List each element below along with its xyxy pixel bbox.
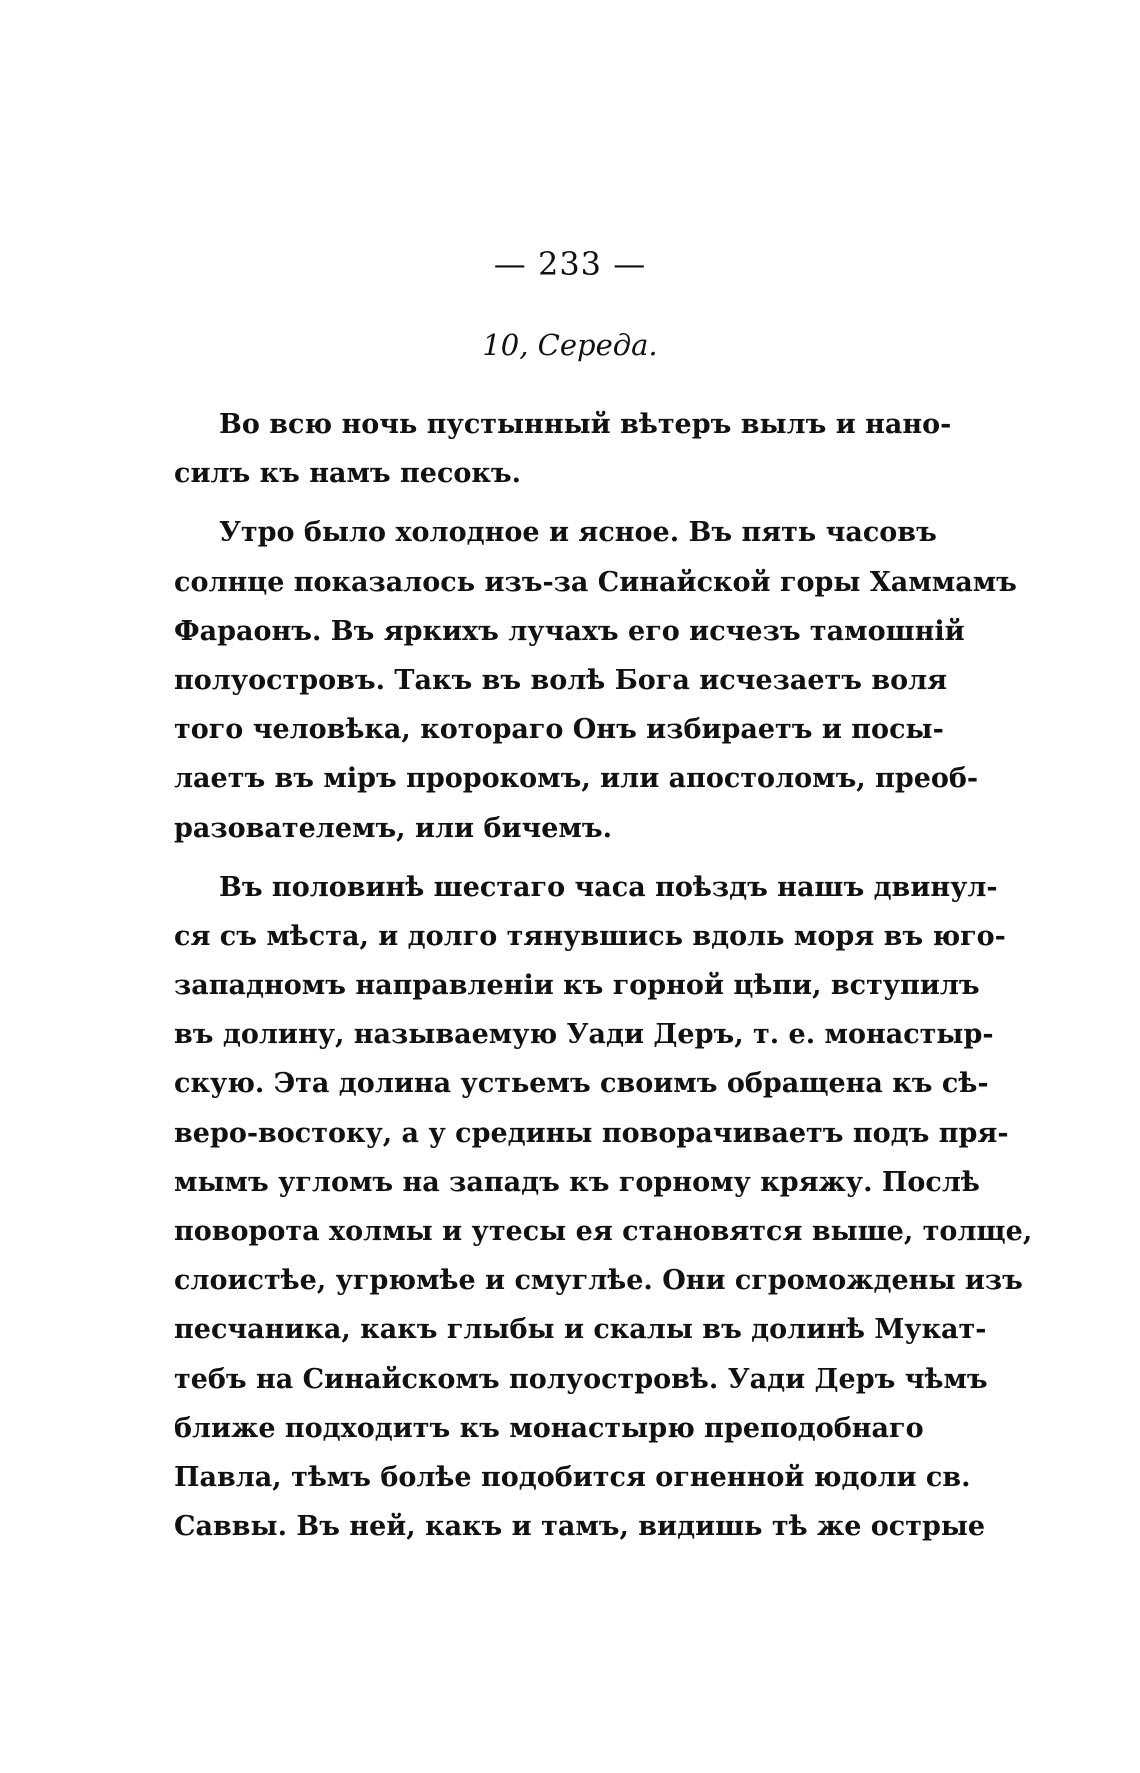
text-line: Фараонъ. Въ яркихъ лучахъ его исчезъ тамошній (174, 615, 965, 647)
text-line: веро-востоку, а у средины поворачиваетъ подъ пря- (174, 1117, 1009, 1149)
text-line: песчаника, какъ глыбы и скалы въ долинѣ Мукат- (174, 1314, 987, 1346)
text-line: тебъ на Синайскомъ полуостровѣ. Уади Деръ чѣмъ (174, 1363, 988, 1395)
text-line: Въ половинѣ шестаго часа поѣздъ нашъ двинул- (219, 871, 998, 903)
text-line: полуостровъ. Такъ въ волѣ Бога исчезаетъ воля (174, 664, 948, 696)
text-line: Утро было холодное и ясное. Въ пять часовъ (219, 517, 937, 549)
text-line: лаетъ въ міръ пророкомъ, или апостоломъ, преоб- (174, 763, 979, 795)
date-heading: 10, Середа. (482, 328, 658, 362)
text-line: ся съ мѣста, и долго тянувшись вдоль моря въ юго- (174, 920, 1006, 952)
body-text (174, 400, 1033, 1551)
paragraph-gap (174, 853, 858, 863)
text-line: Павла, тѣмъ болѣе подобится огненной юдоли св. (174, 1461, 971, 1493)
text-line: мымъ угломъ на западъ къ горному кряжу. Послѣ (174, 1166, 980, 1198)
text-line: силъ къ намъ песокъ. (174, 458, 522, 490)
text-line: солнце показалось изъ-за Синайской горы Хаммамъ (174, 566, 1017, 598)
text-line: западномъ направленіи къ горной цѣпи, вступилъ (174, 970, 980, 1002)
text-line: Саввы. Въ ней, какъ и тамъ, видишь тѣ же острые (174, 1511, 986, 1543)
text-line: Во всю ночь пустынный вѣтеръ вылъ и нано- (219, 409, 952, 440)
text-line: въ долину, называемую Уади Деръ, т. е. монастыр- (174, 1019, 994, 1051)
text-line: скую. Эта долина устьемъ своимъ обращена къ сѣ- (174, 1068, 989, 1100)
page-number: — 233 — (493, 245, 647, 283)
text-line: слоистѣе, угрюмѣе и смуглѣе. Они сгромождены изъ (174, 1265, 1023, 1297)
text-line: разователемъ, или бичемъ. (174, 812, 612, 844)
text-line: поворота холмы и утесы ея становятся выше, толще, (174, 1216, 1033, 1247)
text-line: ближе подходитъ къ монастырю преподобнаго (174, 1412, 924, 1444)
paragraph-gap (174, 498, 858, 508)
text-line: того человѣка, котораго Онъ избираетъ и посы- (174, 714, 944, 746)
